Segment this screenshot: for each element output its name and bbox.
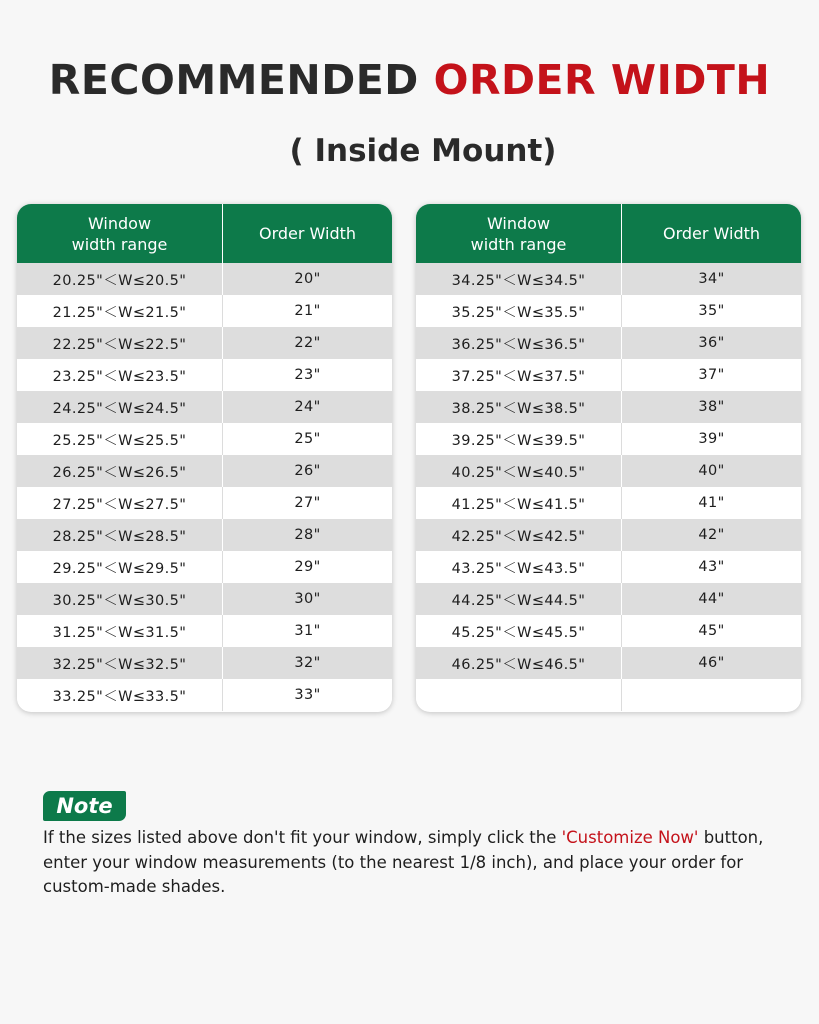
table-row xyxy=(416,295,801,327)
order-width-cell: 23" xyxy=(294,367,321,383)
table-row xyxy=(17,615,392,647)
window-range-cell: 37.25"＜W≤37.5" xyxy=(416,359,622,391)
header-order-width: Order Width xyxy=(662,224,761,243)
table-header xyxy=(416,204,801,263)
table-row xyxy=(416,679,801,711)
table-row xyxy=(17,263,392,295)
header-range-line2: width range xyxy=(71,234,168,254)
table-row xyxy=(17,487,392,519)
table-row xyxy=(17,295,392,327)
page-title xyxy=(0,52,819,108)
window-range-cell: 27.25"＜W≤27.5" xyxy=(17,487,223,519)
table-row xyxy=(416,359,801,391)
window-range-cell: 38.25"＜W≤38.5" xyxy=(416,391,622,423)
note-text-before: If the sizes listed above don't fit your window, simply click the xyxy=(43,828,562,847)
window-range-cell: 36.25"＜W≤36.5" xyxy=(416,327,622,359)
window-range-cell: 25.25"＜W≤25.5" xyxy=(17,423,223,455)
order-width-cell: 36" xyxy=(698,335,725,351)
header-range-line1: Window xyxy=(87,213,152,233)
order-width-cell: 34" xyxy=(698,271,725,287)
order-width-cell: 35" xyxy=(698,303,725,319)
header-range-line2: width range xyxy=(470,234,567,254)
order-width-cell: 45" xyxy=(698,623,725,639)
window-range-cell: 28.25"＜W≤28.5" xyxy=(17,519,223,551)
table-row xyxy=(416,391,801,423)
order-width-cell xyxy=(622,679,801,711)
customize-now-reference: 'Customize Now' xyxy=(561,828,699,847)
window-range-cell: 30.25"＜W≤30.5" xyxy=(17,583,223,615)
note-badge: Note xyxy=(43,791,126,821)
header-range-line1: Window xyxy=(486,213,551,233)
window-range-cell: 40.25"＜W≤40.5" xyxy=(416,455,622,487)
table-row xyxy=(17,455,392,487)
table-row xyxy=(17,679,392,711)
order-width-cell: 27" xyxy=(294,495,321,511)
table-header xyxy=(17,204,392,263)
window-range-cell: 34.25"＜W≤34.5" xyxy=(416,263,622,295)
order-width-cell: 25" xyxy=(294,431,321,447)
order-width-cell: 28" xyxy=(294,527,321,543)
order-width-cell: 39" xyxy=(698,431,725,447)
window-range-cell: 43.25"＜W≤43.5" xyxy=(416,551,622,583)
window-range-cell: 35.25"＜W≤35.5" xyxy=(416,295,622,327)
window-range-cell: 42.25"＜W≤42.5" xyxy=(416,519,622,551)
note-text-after: button, enter your window measurements (to the nearest 1/8 inch), and place your order for custom-made shades. xyxy=(43,828,764,896)
table-row xyxy=(416,615,801,647)
table-row xyxy=(17,647,392,679)
window-range-cell: 46.25"＜W≤46.5" xyxy=(416,647,622,679)
table-row xyxy=(17,551,392,583)
table-row xyxy=(17,359,392,391)
size-table-left xyxy=(17,204,392,712)
order-width-cell: 26" xyxy=(294,463,321,479)
order-width-cell: 38" xyxy=(698,399,725,415)
window-range-cell: 44.25"＜W≤44.5" xyxy=(416,583,622,615)
order-width-cell: 33" xyxy=(294,687,321,703)
order-width-cell: 29" xyxy=(294,559,321,575)
table-body xyxy=(416,263,801,711)
order-width-cell: 22" xyxy=(294,335,321,351)
title-part-red: ORDER WIDTH xyxy=(433,56,771,104)
order-width-cell: 32" xyxy=(294,655,321,671)
table-row xyxy=(416,647,801,679)
table-row xyxy=(416,263,801,295)
order-width-cell: 30" xyxy=(294,591,321,607)
table-row xyxy=(416,455,801,487)
order-width-cell: 46" xyxy=(698,655,725,671)
window-range-cell: 26.25"＜W≤26.5" xyxy=(17,455,223,487)
window-range-cell xyxy=(416,679,622,711)
window-range-cell: 32.25"＜W≤32.5" xyxy=(17,647,223,679)
order-width-cell: 40" xyxy=(698,463,725,479)
table-row xyxy=(416,487,801,519)
table-row xyxy=(17,423,392,455)
order-width-cell: 42" xyxy=(698,527,725,543)
window-range-cell: 41.25"＜W≤41.5" xyxy=(416,487,622,519)
order-width-cell: 20" xyxy=(294,271,321,287)
window-range-cell: 39.25"＜W≤39.5" xyxy=(416,423,622,455)
order-width-cell: 31" xyxy=(294,623,321,639)
window-range-cell: 31.25"＜W≤31.5" xyxy=(17,615,223,647)
window-range-cell: 22.25"＜W≤22.5" xyxy=(17,327,223,359)
table-row xyxy=(17,519,392,551)
page-subtitle: ( Inside Mount) xyxy=(289,133,557,169)
window-range-cell: 45.25"＜W≤45.5" xyxy=(416,615,622,647)
table-row xyxy=(17,583,392,615)
table-row xyxy=(416,551,801,583)
note-text xyxy=(43,826,803,900)
window-range-cell: 29.25"＜W≤29.5" xyxy=(17,551,223,583)
header-window-width-range xyxy=(17,204,223,263)
window-range-cell: 20.25"＜W≤20.5" xyxy=(17,263,223,295)
order-width-cell: 41" xyxy=(698,495,725,511)
window-range-cell: 33.25"＜W≤33.5" xyxy=(17,679,223,711)
title-part-dark: RECOMMENDED xyxy=(48,56,419,104)
order-width-cell: 44" xyxy=(698,591,725,607)
table-row xyxy=(416,519,801,551)
table-row xyxy=(17,327,392,359)
table-row xyxy=(416,327,801,359)
window-range-cell: 21.25"＜W≤21.5" xyxy=(17,295,223,327)
size-table-right xyxy=(416,204,801,712)
header-order-width: Order Width xyxy=(258,224,357,243)
order-width-cell: 24" xyxy=(294,399,321,415)
table-row xyxy=(416,583,801,615)
window-range-cell: 23.25"＜W≤23.5" xyxy=(17,359,223,391)
order-width-cell: 21" xyxy=(294,303,321,319)
table-row xyxy=(17,391,392,423)
order-width-cell: 43" xyxy=(698,559,725,575)
table-body xyxy=(17,263,392,711)
header-window-width-range xyxy=(416,204,622,263)
order-width-cell: 37" xyxy=(698,367,725,383)
table-row xyxy=(416,423,801,455)
window-range-cell: 24.25"＜W≤24.5" xyxy=(17,391,223,423)
